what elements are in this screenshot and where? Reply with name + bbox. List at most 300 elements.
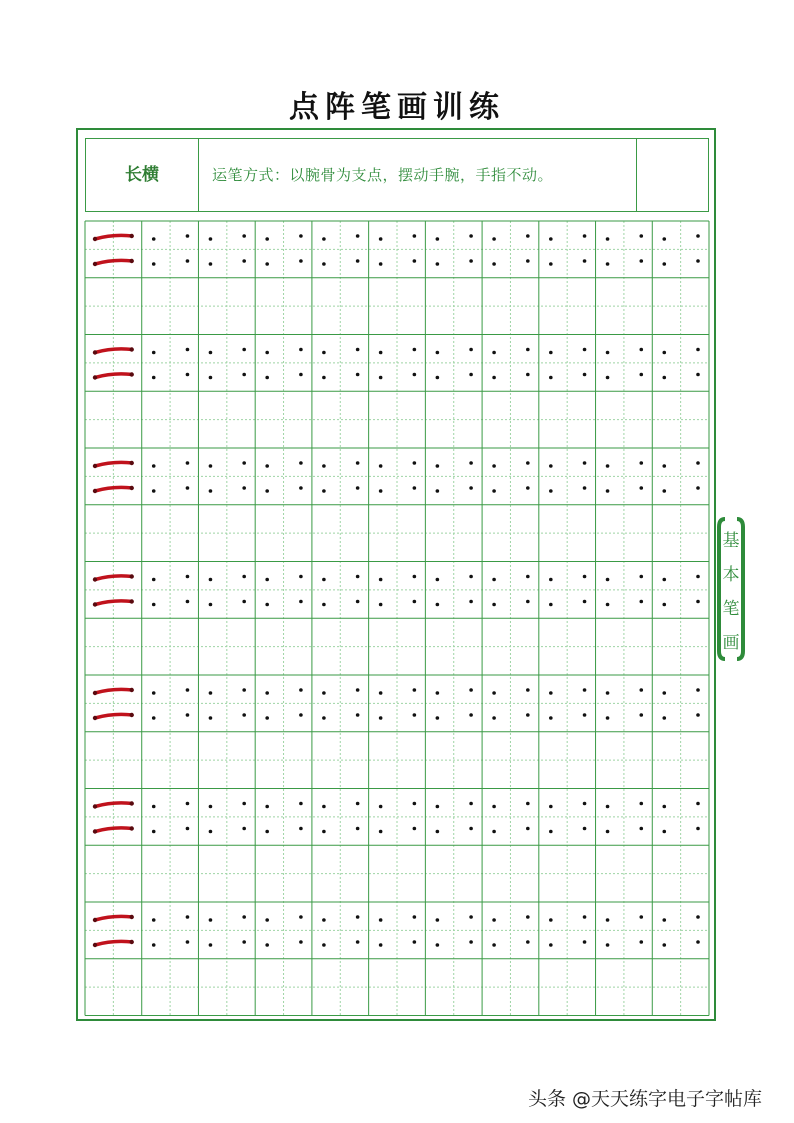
- practice-dot-end: [186, 915, 190, 919]
- practice-dot-start: [209, 464, 213, 468]
- practice-dot-end: [242, 940, 246, 944]
- practice-dot-start: [436, 805, 440, 809]
- practice-dot-start: [436, 376, 440, 380]
- practice-dot-start: [322, 578, 326, 582]
- practice-dot-end: [583, 688, 587, 692]
- practice-dot-start: [209, 830, 213, 834]
- practice-dot-end: [583, 915, 587, 919]
- practice-dot-end: [639, 827, 643, 831]
- practice-dot-start: [606, 691, 610, 695]
- practice-dot-start: [379, 943, 383, 947]
- practice-dot-start: [152, 830, 156, 834]
- practice-dot-start: [265, 805, 269, 809]
- practice-dot-start: [379, 351, 383, 355]
- practice-dot-start: [662, 918, 666, 922]
- stroke-end-dot: [130, 713, 134, 717]
- practice-dot-start: [152, 578, 156, 582]
- practice-dot-start: [549, 943, 553, 947]
- practice-dot-end: [413, 915, 417, 919]
- practice-dot-start: [379, 918, 383, 922]
- practice-dot-end: [583, 373, 587, 377]
- stroke-end-dot: [130, 574, 134, 578]
- practice-dot-start: [322, 237, 326, 241]
- practice-dot-start: [152, 237, 156, 241]
- practice-dot-end: [696, 600, 700, 604]
- practice-dot-start: [436, 830, 440, 834]
- practice-dot-end: [696, 827, 700, 831]
- practice-dot-end: [299, 915, 303, 919]
- practice-dot-start: [265, 464, 269, 468]
- stroke-start-dot: [93, 804, 97, 808]
- practice-dot-end: [469, 348, 473, 352]
- practice-dot-end: [186, 234, 190, 238]
- practice-dot-start: [606, 943, 610, 947]
- stroke-end-dot: [130, 599, 134, 603]
- practice-dot-start: [379, 603, 383, 607]
- stroke-end-dot: [130, 826, 134, 830]
- practice-dot-end: [639, 915, 643, 919]
- practice-dot-start: [379, 805, 383, 809]
- practice-dot-end: [469, 575, 473, 579]
- practice-dot-end: [242, 802, 246, 806]
- practice-dot-start: [322, 830, 326, 834]
- practice-dot-end: [299, 575, 303, 579]
- practice-dot-start: [492, 578, 496, 582]
- page-title: 点阵笔画训练: [289, 90, 505, 125]
- practice-dot-end: [583, 259, 587, 263]
- practice-dot-end: [696, 575, 700, 579]
- practice-dot-start: [662, 578, 666, 582]
- practice-dot-start: [436, 489, 440, 493]
- practice-dot-end: [526, 940, 530, 944]
- practice-dot-start: [492, 691, 496, 695]
- practice-dot-end: [696, 373, 700, 377]
- practice-dot-start: [209, 351, 213, 355]
- practice-dot-end: [242, 827, 246, 831]
- practice-dot-start: [662, 489, 666, 493]
- stroke-end-dot: [130, 915, 134, 919]
- practice-dot-end: [526, 713, 530, 717]
- practice-dot-start: [549, 376, 553, 380]
- practice-dot-end: [299, 802, 303, 806]
- practice-dot-start: [322, 716, 326, 720]
- practice-dot-end: [299, 259, 303, 263]
- practice-dot-end: [356, 915, 360, 919]
- practice-dot-start: [322, 351, 326, 355]
- practice-dot-start: [209, 716, 213, 720]
- practice-dot-end: [526, 802, 530, 806]
- practice-dot-end: [696, 940, 700, 944]
- practice-dot-end: [299, 461, 303, 465]
- practice-dot-start: [549, 262, 553, 266]
- practice-dot-start: [492, 943, 496, 947]
- practice-dot-start: [606, 918, 610, 922]
- stroke-start-dot: [93, 577, 97, 581]
- practice-dot-start: [662, 464, 666, 468]
- stroke-end-dot: [130, 688, 134, 692]
- practice-dot-start: [209, 489, 213, 493]
- practice-dot-end: [413, 940, 417, 944]
- practice-dot-end: [526, 688, 530, 692]
- practice-dot-end: [583, 713, 587, 717]
- practice-dot-end: [186, 688, 190, 692]
- practice-dot-end: [696, 348, 700, 352]
- practice-dot-start: [265, 376, 269, 380]
- practice-dot-end: [242, 575, 246, 579]
- practice-dot-end: [413, 373, 417, 377]
- practice-dot-end: [299, 688, 303, 692]
- practice-dot-end: [356, 940, 360, 944]
- practice-dot-end: [696, 259, 700, 263]
- practice-dot-start: [549, 691, 553, 695]
- practice-dot-start: [492, 489, 496, 493]
- practice-dot-start: [606, 464, 610, 468]
- practice-dot-end: [639, 486, 643, 490]
- practice-dot-end: [186, 575, 190, 579]
- practice-dot-end: [526, 486, 530, 490]
- practice-dot-start: [322, 918, 326, 922]
- practice-dot-start: [492, 805, 496, 809]
- practice-dot-start: [209, 376, 213, 380]
- stroke-end-dot: [130, 347, 134, 351]
- practice-dot-start: [436, 918, 440, 922]
- practice-dot-start: [379, 716, 383, 720]
- practice-dot-start: [265, 262, 269, 266]
- practice-dot-end: [242, 461, 246, 465]
- practice-dot-end: [242, 373, 246, 377]
- practice-dot-end: [583, 575, 587, 579]
- practice-dot-end: [696, 234, 700, 238]
- practice-dot-end: [242, 915, 246, 919]
- practice-dot-start: [322, 376, 326, 380]
- practice-dot-end: [583, 940, 587, 944]
- stroke-start-dot: [93, 350, 97, 354]
- practice-dot-end: [356, 259, 360, 263]
- practice-dot-end: [469, 827, 473, 831]
- practice-dot-end: [639, 802, 643, 806]
- practice-dot-start: [265, 351, 269, 355]
- practice-dot-end: [526, 461, 530, 465]
- practice-dot-end: [639, 234, 643, 238]
- model-stroke: [95, 941, 132, 945]
- practice-dot-end: [639, 600, 643, 604]
- practice-dot-start: [436, 237, 440, 241]
- practice-dot-start: [606, 830, 610, 834]
- stroke-method-text: 运笔方式：以腕骨为支点，摆动手腕，手指不动。: [212, 166, 554, 184]
- practice-dot-end: [356, 234, 360, 238]
- practice-dot-start: [492, 376, 496, 380]
- practice-dot-start: [209, 603, 213, 607]
- practice-dot-start: [549, 603, 553, 607]
- practice-dot-end: [356, 575, 360, 579]
- stroke-start-dot: [93, 602, 97, 606]
- practice-dot-start: [549, 716, 553, 720]
- practice-dot-start: [606, 489, 610, 493]
- practice-dot-end: [639, 461, 643, 465]
- practice-dot-start: [549, 489, 553, 493]
- practice-dot-end: [583, 827, 587, 831]
- practice-dot-end: [583, 486, 587, 490]
- practice-dot-end: [413, 713, 417, 717]
- practice-dot-start: [209, 805, 213, 809]
- practice-dot-end: [186, 259, 190, 263]
- practice-dot-start: [606, 376, 610, 380]
- practice-dot-start: [436, 943, 440, 947]
- practice-dot-start: [662, 716, 666, 720]
- practice-dot-end: [356, 802, 360, 806]
- side-tab-char: 画: [722, 633, 740, 653]
- practice-dot-end: [413, 259, 417, 263]
- practice-dot-start: [436, 262, 440, 266]
- practice-dot-start: [662, 237, 666, 241]
- model-stroke: [95, 260, 132, 264]
- practice-dot-end: [242, 486, 246, 490]
- practice-dot-start: [322, 943, 326, 947]
- side-tab-char: 基: [722, 531, 740, 551]
- practice-dot-start: [606, 603, 610, 607]
- practice-dot-end: [696, 802, 700, 806]
- stroke-end-dot: [130, 801, 134, 805]
- model-stroke: [95, 349, 132, 353]
- stroke-start-dot: [93, 464, 97, 468]
- practice-dot-end: [583, 802, 587, 806]
- stroke-start-dot: [93, 918, 97, 922]
- practice-dot-start: [322, 805, 326, 809]
- practice-dot-end: [356, 348, 360, 352]
- practice-dot-start: [606, 716, 610, 720]
- practice-dot-start: [152, 489, 156, 493]
- practice-dot-end: [526, 259, 530, 263]
- practice-dot-start: [209, 578, 213, 582]
- stroke-end-dot: [130, 234, 134, 238]
- practice-dot-start: [606, 578, 610, 582]
- practice-dot-start: [265, 578, 269, 582]
- practice-dot-end: [583, 348, 587, 352]
- practice-dot-end: [639, 373, 643, 377]
- stroke-start-dot: [93, 375, 97, 379]
- stroke-start-dot: [93, 829, 97, 833]
- practice-dot-start: [265, 918, 269, 922]
- practice-dot-end: [242, 234, 246, 238]
- practice-dot-end: [299, 940, 303, 944]
- practice-dot-start: [379, 830, 383, 834]
- model-stroke: [95, 689, 132, 693]
- practice-dot-start: [436, 464, 440, 468]
- practice-dot-end: [583, 461, 587, 465]
- practice-dot-end: [186, 802, 190, 806]
- practice-dot-end: [413, 234, 417, 238]
- practice-dot-end: [186, 461, 190, 465]
- practice-dot-end: [356, 373, 360, 377]
- practice-dot-start: [265, 489, 269, 493]
- practice-dot-end: [639, 688, 643, 692]
- practice-dot-start: [662, 603, 666, 607]
- practice-dot-start: [436, 691, 440, 695]
- practice-dot-end: [242, 348, 246, 352]
- practice-dot-start: [662, 262, 666, 266]
- practice-dot-end: [413, 461, 417, 465]
- practice-dot-start: [265, 830, 269, 834]
- practice-dot-start: [662, 691, 666, 695]
- practice-dot-end: [469, 688, 473, 692]
- practice-dot-start: [322, 262, 326, 266]
- practice-dot-end: [299, 827, 303, 831]
- practice-dot-start: [492, 830, 496, 834]
- practice-dot-start: [549, 578, 553, 582]
- practice-dot-end: [696, 915, 700, 919]
- practice-dot-start: [379, 262, 383, 266]
- stroke-end-dot: [130, 486, 134, 490]
- practice-dot-start: [436, 351, 440, 355]
- practice-dot-start: [492, 262, 496, 266]
- practice-dot-start: [265, 691, 269, 695]
- practice-dot-start: [436, 716, 440, 720]
- practice-dot-start: [662, 943, 666, 947]
- practice-dot-start: [152, 918, 156, 922]
- practice-dot-end: [469, 915, 473, 919]
- practice-dot-end: [186, 713, 190, 717]
- practice-dot-end: [299, 348, 303, 352]
- practice-dot-end: [186, 373, 190, 377]
- stroke-end-dot: [130, 940, 134, 944]
- practice-dot-start: [209, 237, 213, 241]
- practice-dot-end: [413, 348, 417, 352]
- practice-dot-start: [662, 376, 666, 380]
- practice-dot-end: [639, 575, 643, 579]
- practice-dot-end: [413, 486, 417, 490]
- practice-dot-end: [696, 713, 700, 717]
- practice-dot-start: [492, 918, 496, 922]
- practice-dot-start: [379, 691, 383, 695]
- practice-dot-start: [265, 943, 269, 947]
- practice-dot-start: [492, 464, 496, 468]
- practice-dot-end: [299, 486, 303, 490]
- practice-dot-end: [186, 940, 190, 944]
- practice-dot-end: [696, 688, 700, 692]
- practice-dot-start: [606, 237, 610, 241]
- practice-dot-start: [322, 691, 326, 695]
- practice-dot-end: [526, 234, 530, 238]
- side-tab-char: 本: [722, 565, 740, 585]
- practice-dot-end: [356, 688, 360, 692]
- practice-dot-end: [299, 234, 303, 238]
- side-tab: [717, 524, 745, 660]
- stroke-start-dot: [93, 716, 97, 720]
- practice-dot-start: [152, 691, 156, 695]
- practice-dot-start: [549, 918, 553, 922]
- practice-dot-start: [549, 805, 553, 809]
- practice-dot-start: [662, 830, 666, 834]
- practice-dot-end: [639, 259, 643, 263]
- stroke-start-dot: [93, 691, 97, 695]
- practice-dot-end: [356, 600, 360, 604]
- practice-dot-end: [469, 234, 473, 238]
- practice-dot-end: [413, 600, 417, 604]
- practice-dot-start: [322, 464, 326, 468]
- practice-dot-end: [469, 373, 473, 377]
- practice-dot-end: [186, 486, 190, 490]
- practice-dot-end: [242, 688, 246, 692]
- model-stroke: [95, 601, 132, 605]
- practice-dot-start: [265, 716, 269, 720]
- practice-dot-start: [549, 351, 553, 355]
- practice-dot-start: [606, 262, 610, 266]
- practice-dot-end: [299, 713, 303, 717]
- practice-dot-end: [639, 348, 643, 352]
- practice-dot-start: [549, 464, 553, 468]
- practice-dot-start: [492, 237, 496, 241]
- practice-dot-start: [152, 603, 156, 607]
- practice-dot-end: [639, 940, 643, 944]
- practice-dot-start: [606, 351, 610, 355]
- practice-dot-end: [299, 600, 303, 604]
- practice-dot-end: [469, 940, 473, 944]
- practice-dot-end: [526, 575, 530, 579]
- practice-dot-end: [469, 713, 473, 717]
- practice-dot-end: [242, 259, 246, 263]
- practice-dot-end: [526, 827, 530, 831]
- practice-dot-start: [209, 918, 213, 922]
- practice-dot-end: [469, 600, 473, 604]
- practice-dot-end: [186, 348, 190, 352]
- practice-dot-start: [549, 237, 553, 241]
- footer-watermark: 头条 @天天练字电子字帖库: [528, 1088, 763, 1110]
- practice-dot-start: [322, 603, 326, 607]
- practice-dot-start: [209, 262, 213, 266]
- practice-dot-end: [469, 486, 473, 490]
- practice-dot-start: [606, 805, 610, 809]
- practice-dot-start: [152, 805, 156, 809]
- practice-dot-start: [436, 603, 440, 607]
- stroke-start-dot: [93, 237, 97, 241]
- practice-dot-start: [379, 578, 383, 582]
- practice-dot-start: [152, 262, 156, 266]
- practice-dot-start: [322, 489, 326, 493]
- practice-dot-start: [209, 691, 213, 695]
- practice-dot-start: [549, 830, 553, 834]
- practice-dot-end: [356, 713, 360, 717]
- practice-dot-end: [639, 713, 643, 717]
- practice-dot-start: [662, 805, 666, 809]
- practice-dot-start: [152, 464, 156, 468]
- practice-dot-end: [242, 713, 246, 717]
- practice-dot-end: [356, 461, 360, 465]
- practice-dot-start: [379, 237, 383, 241]
- practice-dot-start: [379, 376, 383, 380]
- practice-dot-start: [662, 351, 666, 355]
- practice-dot-end: [526, 373, 530, 377]
- side-tab-char: 笔: [722, 599, 740, 619]
- practice-dot-end: [526, 915, 530, 919]
- practice-dot-start: [379, 489, 383, 493]
- practice-dot-end: [413, 575, 417, 579]
- practice-dot-end: [186, 827, 190, 831]
- practice-dot-end: [526, 348, 530, 352]
- stroke-start-dot: [93, 943, 97, 947]
- practice-dot-start: [492, 716, 496, 720]
- practice-dot-start: [265, 237, 269, 241]
- practice-dot-start: [436, 578, 440, 582]
- stroke-name: 长横: [125, 165, 159, 185]
- practice-dot-end: [696, 486, 700, 490]
- practice-dot-end: [583, 234, 587, 238]
- practice-dot-start: [379, 464, 383, 468]
- model-stroke: [95, 916, 132, 920]
- practice-dot-end: [242, 600, 246, 604]
- stroke-start-dot: [93, 262, 97, 266]
- practice-dot-end: [469, 802, 473, 806]
- practice-dot-start: [152, 376, 156, 380]
